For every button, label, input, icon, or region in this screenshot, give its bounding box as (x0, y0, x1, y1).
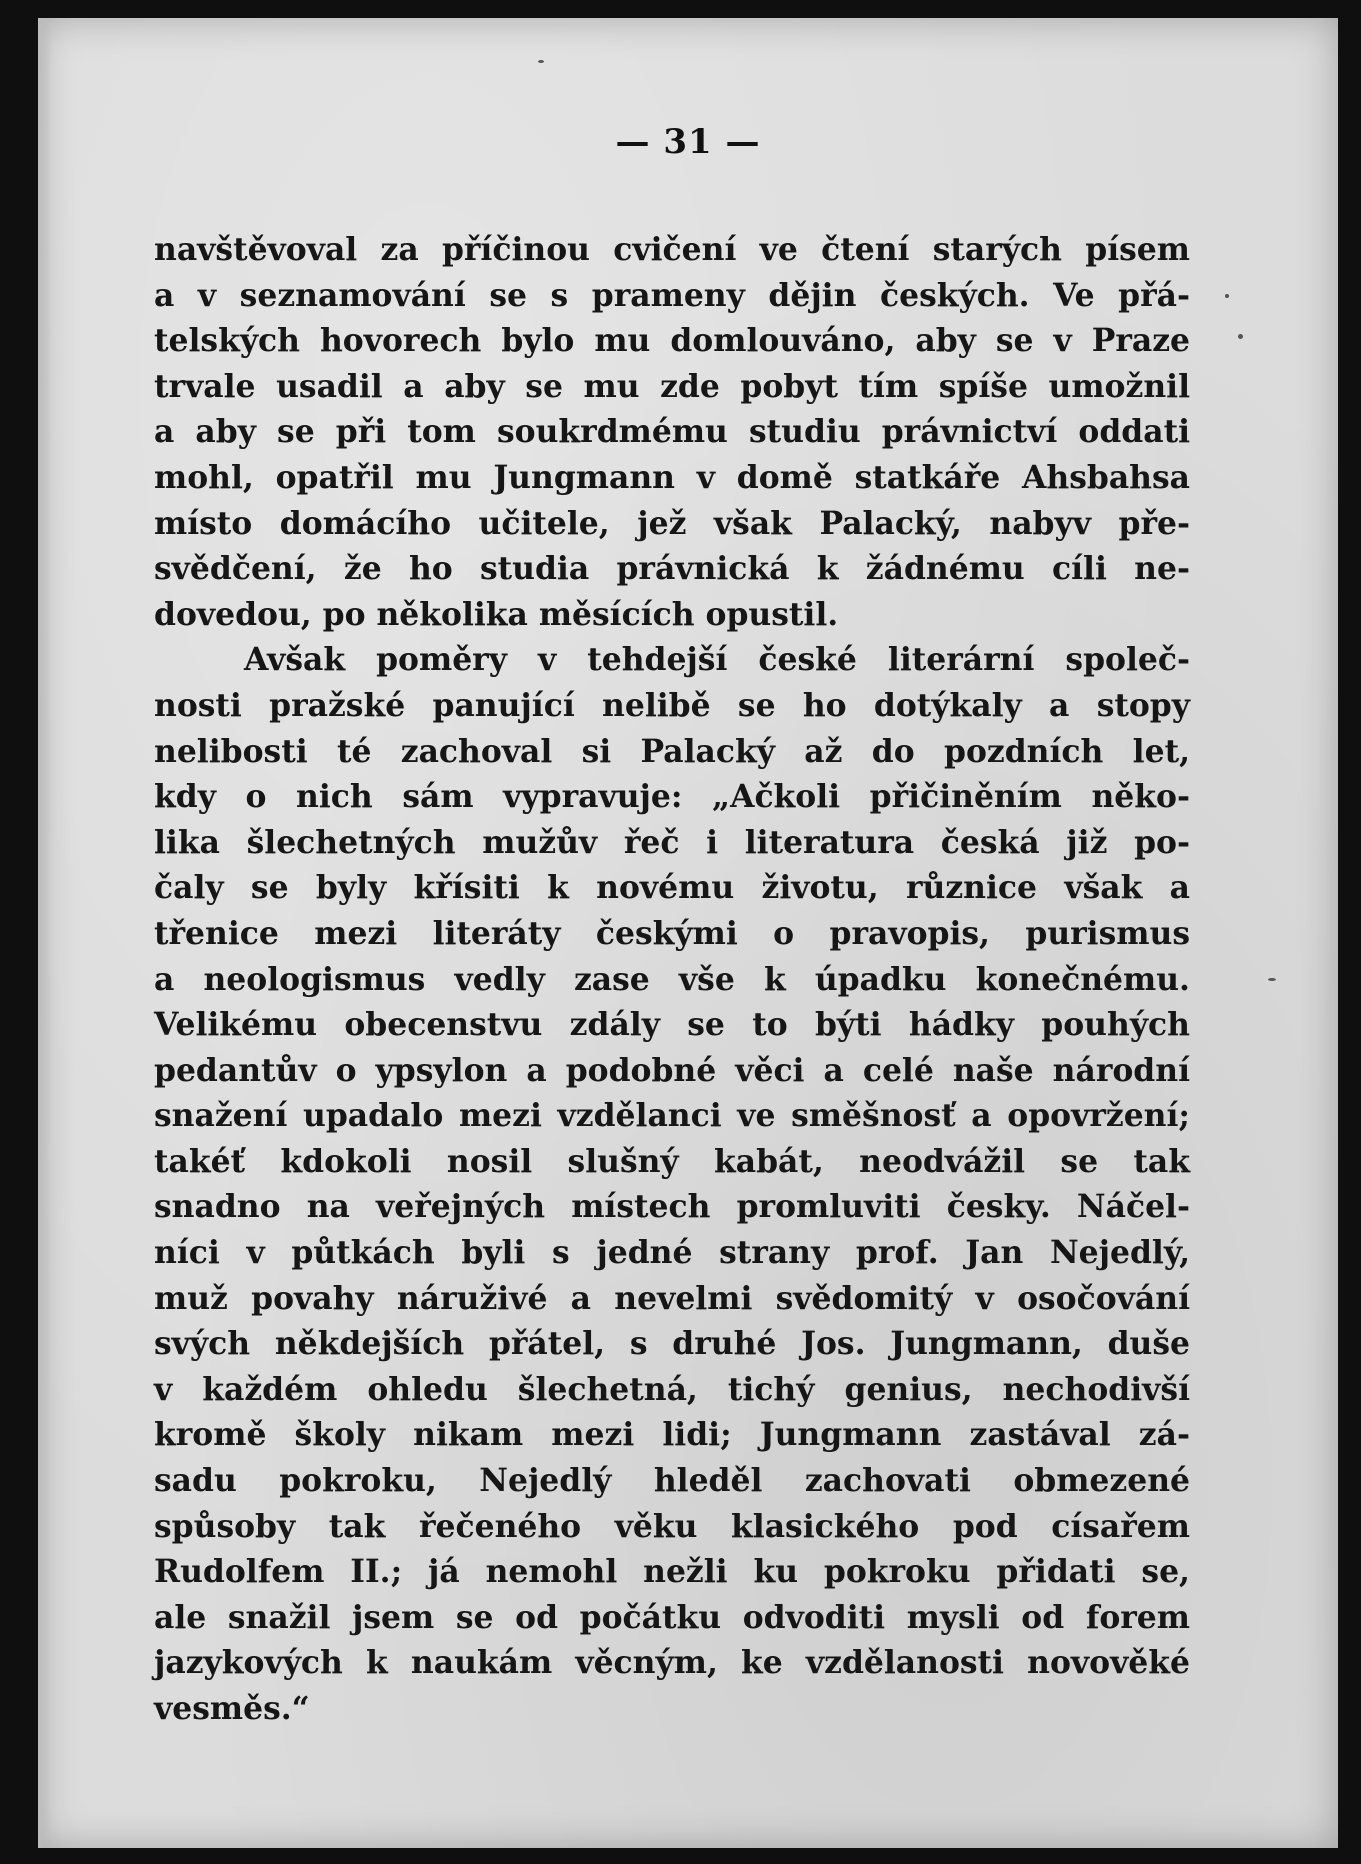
text-line: v každém ohledu šlechetná, tichý genius, nechodivší (154, 1371, 1190, 1408)
text-line: ale snažil jsem se od počátku odvoditi mysli od forem (154, 1599, 1190, 1636)
page-edge-shadow (38, 18, 52, 1848)
text-line: pedantův o ypsylon a podobné věci a celé naše národní (154, 1052, 1190, 1089)
text-line: jazykových k naukám věcným, ke vzdělanosti novověké (154, 1645, 1190, 1682)
text-line: třenice mezi literáty českými o pravopis, purismus (154, 915, 1190, 952)
text-line: telských hovorech bylo mu domlouváno, aby se v Praze (154, 323, 1190, 360)
print-speck (1225, 294, 1229, 298)
text-line: spůsoby tak řečeného věku klasického pod císařem (154, 1508, 1190, 1545)
text-line: Avšak poměry v tehdejší české literární společ- (244, 642, 1190, 679)
text-line: Velikému obecenstvu zdály se to býti hádky pouhých (154, 1007, 1190, 1044)
text-line: níci v půtkách byli s jedné strany prof. Jan Nejedlý, (154, 1235, 1190, 1272)
text-line: svých někdejších přátel, s druhé Jos. Jungmann, duše (154, 1326, 1190, 1363)
text-line: snažení upadalo mezi vzdělanci ve směšnosť a opovržení; (154, 1098, 1190, 1135)
page-number: — 31 — (615, 122, 761, 162)
text-line: vesměs.“ (154, 1691, 310, 1727)
text-line: nelibosti té zachoval si Palacký až do pozdních let, (154, 733, 1190, 770)
print-speck (538, 60, 544, 63)
text-line: kdy o nich sám vypravuje: „Ačkoli přičiněním něko- (154, 779, 1190, 816)
paragraph-2 (154, 638, 1190, 1732)
text-line: mohl, opatřil mu Jungmann v domě statkáře Ahsbahsa (154, 459, 1190, 496)
text-line: takéť kdokoli nosil slušný kabát, neodvážil se tak (154, 1143, 1190, 1180)
text-line: muž povahy náruživé a nevelmi svědomitý v osočování (154, 1280, 1190, 1317)
paragraph-1 (154, 228, 1190, 638)
text-line: svědčení, že ho studia právnická k žádnému cíli ne- (154, 551, 1190, 588)
text-line: čaly se byly křísiti k novému životu, různice však a (154, 870, 1190, 907)
text-line: Rudolfem II.; já nemohl nežli ku pokroku přidati se, (154, 1554, 1190, 1591)
text-line: trvale usadil a aby se mu zde pobyt tím spíše umožnil (154, 368, 1190, 405)
text-line: snadno na veřejných místech promluviti česky. Náčel- (154, 1189, 1190, 1226)
print-speck (1268, 978, 1276, 981)
text-line: lika šlechetných mužův řeč i literatura česká již po- (154, 824, 1190, 861)
text-line: sadu pokroku, Nejedlý hleděl zachovati obmezené (154, 1463, 1190, 1500)
text-line: nosti pražské panující nelibě se ho dotýkaly a stopy (154, 687, 1190, 724)
text-line: dovedou, po několika měsících opustil. (154, 596, 839, 633)
text-line: místo domácího učitele, jež však Palacký, nabyv pře- (154, 505, 1190, 542)
text-line: a neologismus vedly zase vše k úpadku konečnému. (154, 961, 1190, 998)
print-speck (1238, 334, 1243, 339)
text-line: a aby se při tom soukrdmému studiu právnictví oddati (154, 414, 1190, 451)
text-line: a v seznamování se s prameny dějin českých. Ve přá- (154, 277, 1190, 314)
text-line: kromě školy nikam mezi lidi; Jungmann zastával zá- (154, 1417, 1190, 1454)
text-line: navštěvoval za příčinou cvičení ve čtení starých písem (154, 232, 1190, 268)
book-page (38, 18, 1338, 1848)
body-text (154, 228, 1190, 1733)
